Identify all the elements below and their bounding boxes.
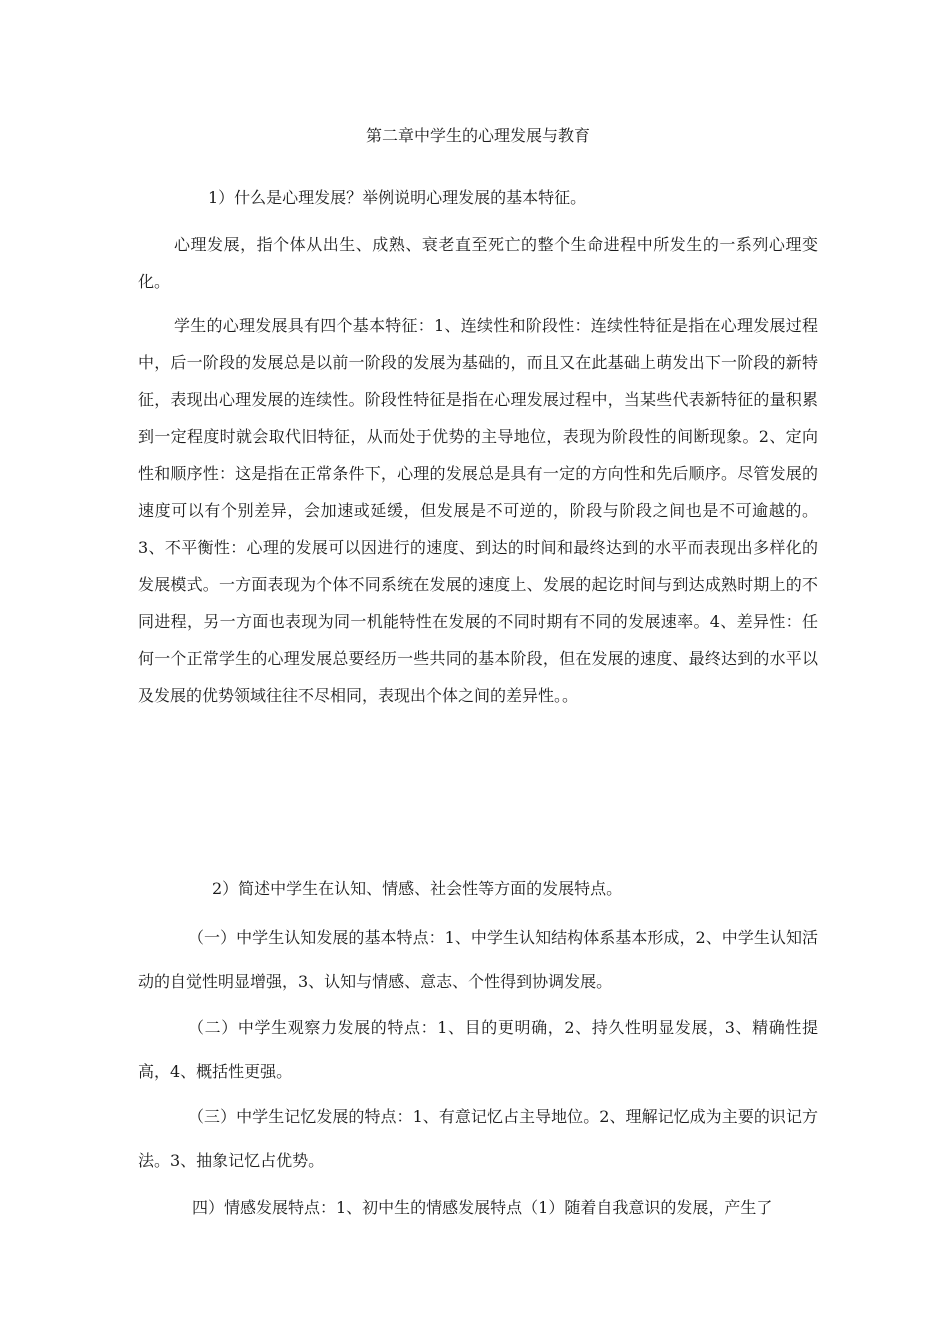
paragraph-characteristics: 学生的心理发展具有四个基本特征：1、连续性和阶段性：连续性特征是指在心理发展过程中，后一阶段的发展总是以前一阶段的发展为基础的，而且又在此基础上萌发出下一阶段的新特征，表现出心理发展的连续性。阶段性特征是指在心理发展过程中，当某些代表新特征的量积累到一定程度时就会取代旧特征，从而处于优势的主导地位，表现为阶段性的间断现象。2、定向性和顺序性：这是指在正常条件下，心理的发展总是具有一定的方向性和先后顺序。尽管发展的速度可以有个别差异，会加速或延缓，但发展是不可逆的，阶段与阶段之间也是不可逾越的。3、不平衡性：心理的发展可以因进行的速度、到达的时间和最终达到的水平而表现出多样化的发展模式。一方面表现为个体不同系统在发展的速度上、发展的起讫时间与到达成熟时期上的不同进程，另一方面也表现为同一机能特性在发展的不同时期有不同的发展速率。4、差异性：任何一个正常学生的心理发展总要经历一些共同的基本阶段，但在发展的速度、最终达到的水平以及发展的优势领域往往不尽相同，表现出个体之间的差异性。。 (138, 316, 818, 705)
paragraph-definition: 心理发展，指个体从出生、成熟、衰老直至死亡的整个生命进程中所发生的一系列心理变化。 (138, 235, 818, 291)
question-1: 1）什么是心理发展？举例说明心理发展的基本特征。 (208, 188, 587, 207)
page-title: 第二章中学生的心理发展与教育 (365, 126, 590, 145)
paragraph-cognitive: （一）中学生认知发展的基本特点：1、中学生认知结构体系基本形成，2、中学生认知活动的自觉性明显增强，3、认知与情感、意志、个性得到协调发展。 (138, 928, 818, 991)
paragraph-emotion: 四）情感发展特点：1、初中生的情感发展特点（1）随着自我意识的发展，产生了 (192, 1198, 773, 1217)
question-2: 2）简述中学生在认知、情感、社会性等方面的发展特点。 (212, 879, 623, 898)
paragraph-memory: （三）中学生记忆发展的特点：1、有意记忆占主导地位。2、理解记忆成为主要的识记方法。3、抽象记忆占优势。 (138, 1107, 818, 1170)
paragraph-observation: （二）中学生观察力发展的特点：1、目的更明确，2、持久性明显发展，3、精确性提高，4、概括性更强。 (138, 1018, 818, 1081)
